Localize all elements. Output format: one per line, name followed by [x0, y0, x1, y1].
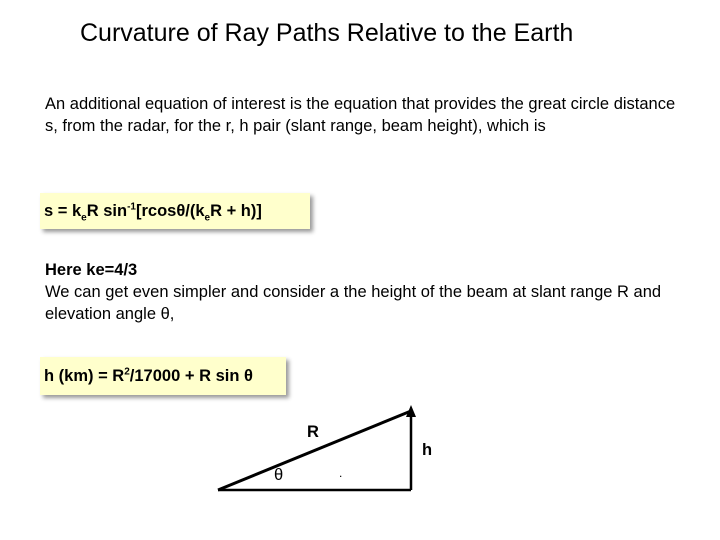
beam-height-equation — [40, 357, 286, 395]
slide-title: Curvature of Ray Paths Relative to the Earth — [80, 19, 574, 47]
eq1-part-a: s = k — [44, 202, 82, 220]
ke-paragraph — [45, 259, 685, 325]
eq1-part-b: R sin — [86, 202, 128, 220]
label-h: h — [422, 441, 433, 459]
eq1-sup-inverse: -1 — [127, 201, 136, 213]
triangle-diagram — [210, 405, 420, 495]
eq1-part-c: [rcosθ/(k — [135, 202, 205, 220]
ke-value-line: Here ke=4/3 — [45, 261, 138, 279]
label-R: R — [307, 423, 319, 441]
eq2-part-a: h (km) = R — [44, 367, 125, 385]
eq2-sup-2: 2 — [124, 366, 130, 378]
eq1-sub-e: e — [81, 212, 87, 224]
great-circle-distance-equation — [40, 193, 310, 229]
label-dot: . — [339, 466, 343, 480]
intro-paragraph: An additional equation of interest is the equation that provides the great circle distance s, from the radar, for the r, h pair (slant range, beam height), which is — [45, 95, 676, 135]
simplification-text: We can get even simpler and consider a the height of the beam at slant range R and elevation angle θ, — [45, 283, 662, 323]
label-theta: θ — [274, 466, 284, 484]
eq2-part-b: /17000 + R sin θ — [129, 367, 253, 385]
eq1-part-d: R + h)] — [210, 202, 262, 220]
eq1-sub-e-2: e — [204, 212, 211, 224]
